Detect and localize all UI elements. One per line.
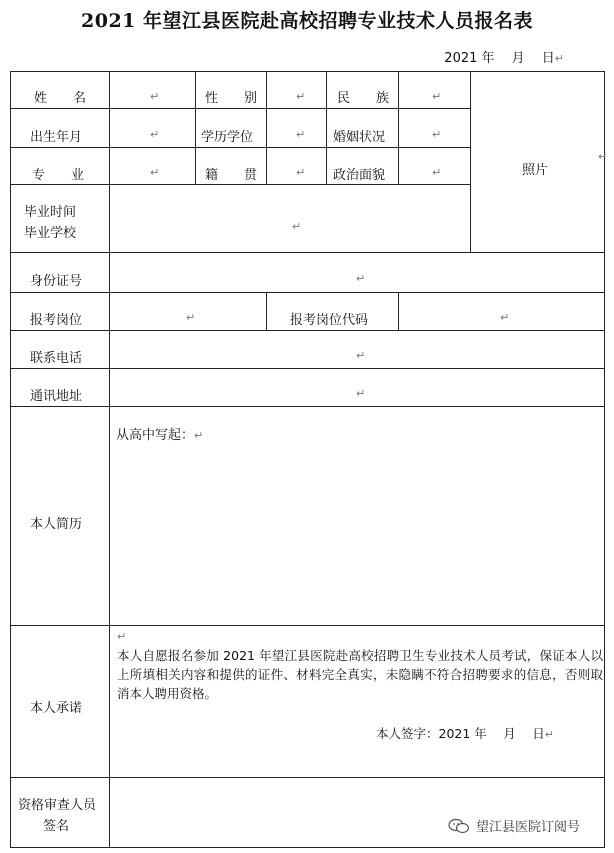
form-date: 2021 年 月 日↵ [444,51,564,66]
field-degree-value[interactable]: ↵ [296,128,306,141]
label-pledge: 本人承诺 [30,701,83,716]
photo-mark: ↵ [598,150,608,163]
label-native: 籍 贯 [205,168,258,183]
wechat-icon [448,818,470,834]
label-resume: 本人简历 [30,517,83,532]
field-position-code-value[interactable]: ↵ [500,311,510,324]
label-ethnicity: 民 族 [337,91,390,106]
label-major: 专 业 [32,168,85,183]
field-major-value[interactable]: ↵ [150,166,160,179]
field-name-value[interactable]: ↵ [150,90,160,103]
field-ethnicity-value[interactable]: ↵ [432,90,442,103]
label-position: 报考岗位 [30,313,83,328]
label-reviewer-sign: 签名 [43,819,70,834]
label-position-code: 报考岗位代码 [290,313,369,328]
resume-hint[interactable]: 从高中写起：↵ [116,428,204,443]
label-grad-school: 毕业学校 [24,226,77,241]
photo-slot[interactable]: 照片 [522,163,549,178]
field-birth-value[interactable]: ↵ [150,128,160,141]
label-gender: 性 别 [205,91,258,106]
field-grad-value[interactable]: ↵ [292,220,302,233]
field-political-value[interactable]: ↵ [432,166,442,179]
label-grad-time: 毕业时间 [24,205,77,220]
field-id-value[interactable]: ↵ [356,272,366,285]
field-phone-value[interactable]: ↵ [356,349,366,362]
label-address: 通讯地址 [30,389,83,404]
field-native-value[interactable]: ↵ [296,166,306,179]
label-name: 姓 名 [34,91,87,106]
watermark-text: 望江县医院订阅号 [476,820,581,835]
label-id-number: 身份证号 [30,274,83,289]
pledge-text: 本人自愿报名参加 2021 年望江县医院赴高校招聘卫生专业技术人员考试，保证本人以上所填相关内容和提供的证件、材料完全真实，未隐瞒不符合招聘要求的信息，否则取消本人聘用资格。 [117,648,603,701]
label-marital: 婚姻状况 [333,130,386,145]
label-phone: 联系电话 [30,351,83,366]
field-gender-value[interactable]: ↵ [296,90,306,103]
watermark [448,816,580,835]
label-political: 政治面貌 [333,168,386,183]
field-position-value[interactable]: ↵ [186,311,196,324]
pledge-top-mark: ↵ [117,630,127,643]
label-birth: 出生年月 [30,130,83,145]
field-marital-value[interactable]: ↵ [432,128,442,141]
pledge-signature[interactable]: 本人签字：2021 年 月 日↵ [376,726,554,741]
page-title: 2021 年望江县医院赴高校招聘专业技术人员报名表 [81,10,533,32]
label-degree: 学历学位 [201,130,254,145]
field-address-value[interactable]: ↵ [356,387,366,400]
label-reviewer: 资格审查人员 [18,798,97,813]
